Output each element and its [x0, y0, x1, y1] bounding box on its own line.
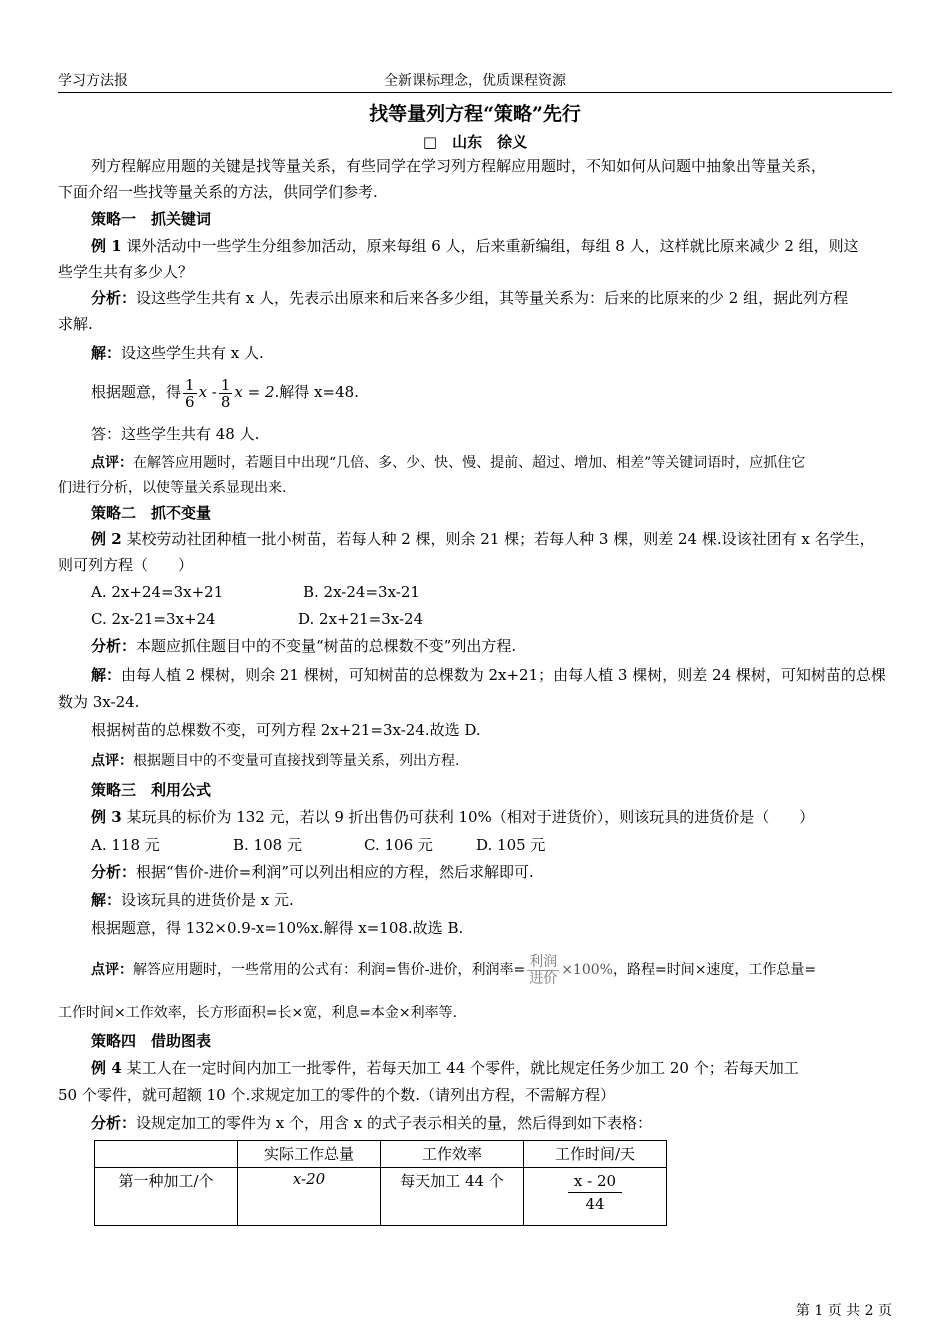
- s1-equation: 根据题意，得 $\frac{1}{6}$ x - $\frac{1}{8}$ x = 2.解得 x=48.: [91, 375, 359, 411]
- table-header-row: [95, 1141, 667, 1168]
- s3-analysis: 分析：根据“售价-进价=利润”可以列出相应的方程，然后求解即可.: [91, 863, 534, 881]
- s4-analysis: 分析：设规定加工的零件为 x 个，用含 x 的式子表示相关的量，然后得到如下表格：: [91, 1114, 653, 1132]
- table-header-cell: 工作效率: [381, 1141, 524, 1168]
- page-title: 找等量列方程“策略”先行: [369, 103, 581, 125]
- s2-heading: 策略二 抓不变量: [91, 504, 212, 522]
- s3-comment: 点评：解答应用题时，一些常用的公式有：利润=售价-进价，利润率= $\frac{\text{利润}}{\text{进价}}$ ×100%，路程=时间×速度，工作总量=: [91, 953, 817, 987]
- s2-analysis: 分析：本题应抓住题目中的不变量“树苗的总棵数不变”列出方程.: [91, 637, 517, 655]
- fraction-profit-rate: $\frac{\text{利润}}{\text{进价}}$: [529, 953, 558, 987]
- fraction-time: $\frac{x - 20}{44}$: [568, 1170, 622, 1215]
- s1-heading: 策略一 抓关键词: [91, 210, 212, 228]
- s1-analysis-cont: 求解.: [58, 315, 93, 333]
- intro-line-1: 列方程解应用题的关键是找等量关系，有些同学在学习列方程解应用题时，不知如何从问题中抽象出等量关系，: [91, 157, 827, 175]
- work-table: [94, 1140, 667, 1226]
- s1-example-cont: 些学生共有多少人？: [58, 263, 194, 281]
- header-left: 学习方法报: [58, 73, 128, 89]
- table-cell-time: [524, 1168, 667, 1226]
- s2-solution-cont: 数为 3x-24.: [58, 693, 140, 711]
- table-header-cell: 实际工作总量: [238, 1141, 381, 1168]
- s1-comment: 点评：在解答应用题时，若题目中出现“几倍、多、少、快、慢、提前、超过、增加、相差”等关键词语时，应抓住它: [91, 455, 806, 471]
- s2-example: 例 2 某校劳动社团种植一批小树苗，若每人种 2 棵，则余 21 棵；若每人种 3 棵，则差 24 棵.设该社团有 x 名学生，: [91, 530, 875, 548]
- s4-example: 例 4 某工人在一定时间内加工一批零件，若每天加工 44 个零件，就比规定任务少加工 20 个；若每天加工: [91, 1059, 799, 1077]
- s1-analysis: 分析：设这些学生共有 x 人，先表示出原来和后来各多少组，其等量关系为：后来的比原来的少 2 组，据此列方程: [91, 289, 849, 307]
- s4-heading: 策略四 借助图表: [91, 1032, 212, 1050]
- table-header-cell: [95, 1141, 238, 1168]
- s1-answer: 答：这些学生共有 48 人.: [91, 425, 260, 443]
- s2-solution-conclusion: 根据树苗的总棵数不变，可列方程 2x+21=3x-24.故选 D.: [91, 721, 481, 739]
- s1-solution: 解：设这些学生共有 x 人.: [91, 344, 264, 362]
- s1-comment-cont: 们进行分析，以使等量关系显现出来.: [58, 480, 287, 496]
- table-row: [95, 1168, 667, 1226]
- s2-options-ab: A. 2x+24=3x+21 B. 2x-24=3x-21: [91, 583, 420, 601]
- table-cell-rate: 每天加工 44 个: [381, 1168, 524, 1226]
- s1-example: 例 1 课外活动中一些学生分组参加活动，原来每组 6 人，后来重新编组，每组 8 人，这样就比原来减少 2 组，则这: [91, 237, 859, 255]
- s3-solution: 解：设该玩具的进货价是 x 元.: [91, 891, 294, 909]
- header-rule: [58, 92, 892, 93]
- header-center: 全新课标理念，优质课程资源: [384, 73, 566, 89]
- s2-example-cont: 则可列方程（ ）: [58, 556, 194, 574]
- s2-options-cd: C. 2x-21=3x+24 D. 2x+21=3x-24: [91, 610, 424, 628]
- table-header-cell: 工作时间/天: [524, 1141, 667, 1168]
- table-cell-label: 第一种加工/个: [95, 1168, 238, 1226]
- intro-line-2: 下面介绍一些找等量关系的方法，供同学们参考.: [58, 183, 378, 201]
- fraction-1-6: $\frac{1}{6}$: [185, 375, 195, 411]
- s3-options: A. 118 元 B. 108 元 C. 106 元 D. 105 元: [91, 836, 546, 854]
- author-line: □ 山东 徐义: [422, 133, 528, 151]
- table-cell-total: x-20: [238, 1168, 381, 1226]
- s3-heading: 策略三 利用公式: [91, 781, 212, 799]
- s3-example: 例 3 某玩具的标价为 132 元，若以 9 折出售仍可获利 10%（相对于进货价），则该玩具的进货价是（ ）: [91, 808, 815, 826]
- page-footer: 第 1 页 共 2 页: [795, 1303, 892, 1319]
- s2-comment: 点评：根据题目中的不变量可直接找到等量关系，列出方程.: [91, 753, 460, 769]
- s4-example-cont: 50 个零件，就可超额 10 个.求规定加工的零件的个数.（请列出方程，不需解方程）: [58, 1086, 616, 1104]
- s2-solution: 解：由每人植 2 棵树，则余 21 棵树，可知树苗的总棵数为 2x+21；由每人植 3 棵树，则差 24 棵树，可知树苗的总棵: [91, 666, 886, 684]
- s3-comment-cont: 工作时间×工作效率，长方形面积=长×宽，利息=本金×利率等.: [58, 1005, 458, 1021]
- s3-solution-eq: 根据题意，得 132×0.9-x=10%x.解得 x=108.故选 B.: [91, 919, 464, 937]
- fraction-1-8: $\frac{1}{8}$: [220, 375, 231, 411]
